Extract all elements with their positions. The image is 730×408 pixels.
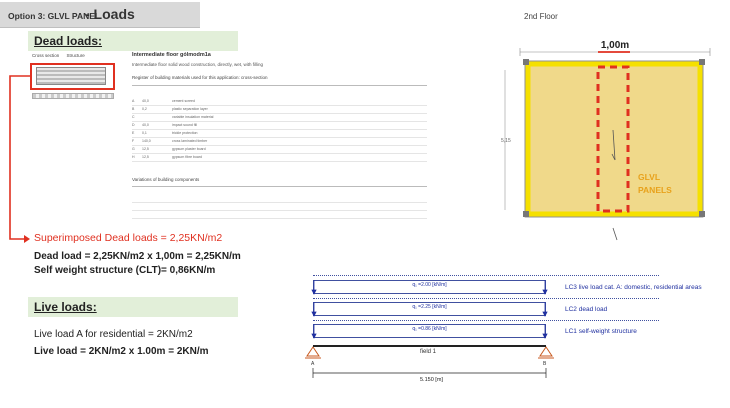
- load-case-3-label: LC3 live load cat. A: domestic, residential areas: [565, 284, 702, 291]
- support-a: [307, 347, 319, 356]
- load-case-2-value: q₁ =2.25 [kN/m]: [412, 304, 447, 310]
- structure-tab: Structure: [66, 53, 85, 58]
- cross-section-tab: Cross section: [32, 53, 60, 58]
- support-b-label: B: [543, 361, 547, 367]
- field-label: field 1: [420, 349, 437, 355]
- live-load-value: 2KN/m: [176, 346, 209, 357]
- table-row: G 12,5 gypsum plaster board: [132, 146, 427, 154]
- live-load-residential-text: Live load A for residential = 2KN/m2: [34, 329, 193, 340]
- table-row: C variable insulation material: [132, 114, 427, 122]
- document-subtitle: Intermediate floor solid wood construction, directly, wet, with filling: [132, 62, 263, 67]
- table-row: B 0,2 plastic separation layer: [132, 106, 427, 114]
- span-dimension-label: 5.150 [m]: [420, 377, 443, 383]
- document-title: Intermediate floor gólmodm1a: [132, 52, 211, 58]
- table-row: F 140,0 cross laminated timber: [132, 138, 427, 146]
- load-case-3-value: q₁ =2.00 [kN/m]: [412, 282, 447, 288]
- document-register: Register of building materials used for this application: cross-section: [132, 75, 268, 80]
- load-case-1-label: LC1 self-weight structure: [565, 328, 637, 335]
- self-weight-text: Self weight structure (CLT)= 0,86KN/m: [34, 265, 216, 276]
- support-b: [540, 347, 552, 356]
- slide-title: - Loads: [85, 6, 135, 22]
- floor-label: 2nd Floor: [524, 12, 558, 21]
- beam-line: [313, 345, 546, 347]
- support-a-label: A: [311, 361, 315, 367]
- superimposed-dead-load-text: Superimposed Dead loads = 2,25KN/m2: [34, 232, 223, 244]
- live-loads-heading: Live loads:: [34, 300, 97, 314]
- dead-load-value: 2,25KN/m: [195, 251, 241, 262]
- table-row: A 40,0 cement screed: [132, 98, 427, 106]
- dead-load-text: Dead load = 2,25KN/m2 x 1,00m = 2,25KN/m: [34, 251, 241, 262]
- table-row: H 12,5 gypsum fibre board: [132, 154, 427, 162]
- live-load-text: Live load = 2KN/m2 x 1.00m = 2KN/m: [34, 346, 209, 357]
- table-row: D 40,0 impact sound fill: [132, 122, 427, 130]
- load-case-1-value: q₁ =0.86 [kN/m]: [412, 326, 447, 332]
- variations-heading: Variations of building components: [132, 177, 200, 182]
- slide-title-prefix: Option 3: GLVL PANEL: [8, 11, 101, 21]
- side-dimension-label: 5,15: [501, 138, 511, 144]
- table-row: E 0,1 trickle protection: [132, 130, 427, 138]
- glvl-label-line1: GLVL: [638, 172, 661, 182]
- load-case-2-label: LC2 dead load: [565, 306, 608, 313]
- width-dimension-label: 1,00m: [600, 40, 630, 51]
- dead-loads-heading: Dead loads:: [34, 34, 103, 48]
- glvl-label-line2: PANELS: [638, 185, 672, 195]
